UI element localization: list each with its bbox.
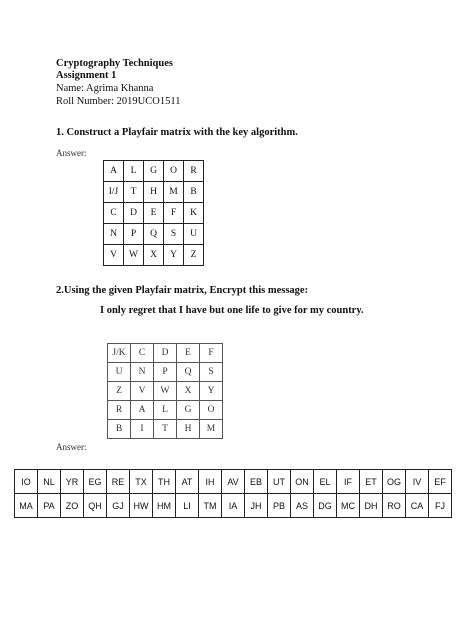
table-row [104,245,204,266]
table-row [108,401,223,420]
question-1: 1. Construct a Playfair matrix with the key algorithm. [56,127,298,138]
matrix-cell: W [154,382,177,401]
table-row [108,382,223,401]
matrix-cell: F [200,344,223,363]
matrix-cell: N [104,224,124,245]
matrix-cell: E [144,203,164,224]
table-row [108,363,223,382]
matrix-cell: K [184,203,204,224]
table-row [15,494,452,518]
matrix-cell: B [184,182,204,203]
ciphertext-cell: LI [176,494,199,518]
ciphertext-cell: HW [130,494,153,518]
matrix-cell: Z [108,382,131,401]
matrix-cell: R [108,401,131,420]
matrix-cell: O [164,161,184,182]
matrix-cell: R [184,161,204,182]
matrix-cell: X [177,382,200,401]
ciphertext-cell: CA [406,494,429,518]
matrix-cell: C [104,203,124,224]
answer-label-1: Answer: [56,148,87,158]
table-row [108,344,223,363]
ciphertext-cell: IO [15,470,38,494]
ciphertext-cell: DH [360,494,383,518]
ciphertext-cell: ET [360,470,383,494]
ciphertext-cell: EF [429,470,452,494]
ciphertext-cell: OG [383,470,406,494]
roll-number: Roll Number: 2019UCO1511 [56,96,181,107]
answer-label-2: Answer: [56,442,87,452]
matrix-cell: I/J [104,182,124,203]
ciphertext-table [14,469,452,518]
matrix-cell: T [154,420,177,439]
matrix-cell: L [154,401,177,420]
ciphertext-cell: JH [245,494,268,518]
matrix-cell: V [131,382,154,401]
ciphertext-cell: YR [61,470,84,494]
matrix-cell: U [184,224,204,245]
matrix-cell: Y [164,245,184,266]
ciphertext-cell: EL [314,470,337,494]
matrix-cell: U [108,363,131,382]
course-title: Cryptography Techniques [56,58,173,69]
matrix-cell: Y [200,382,223,401]
student-name: Name: Agrima Khanna [56,83,154,94]
matrix-cell: S [164,224,184,245]
ciphertext-cell: AV [222,470,245,494]
ciphertext-cell: DG [314,494,337,518]
playfair-matrix-algorithm [103,160,204,266]
ciphertext-cell: NL [38,470,61,494]
ciphertext-cell: IV [406,470,429,494]
matrix-cell: A [131,401,154,420]
matrix-cell: M [164,182,184,203]
matrix-cell: Q [144,224,164,245]
matrix-cell: P [124,224,144,245]
ciphertext-cell: MC [337,494,360,518]
ciphertext-cell: MA [15,494,38,518]
ciphertext-cell: AS [291,494,314,518]
table-row [104,182,204,203]
matrix-cell: N [131,363,154,382]
matrix-cell: G [144,161,164,182]
matrix-cell: D [154,344,177,363]
matrix-cell: E [177,344,200,363]
assignment-title: Assignment 1 [56,70,117,81]
ciphertext-cell: IH [199,470,222,494]
matrix-cell: F [164,203,184,224]
ciphertext-cell: AT [176,470,199,494]
matrix-cell: L [124,161,144,182]
table-row [104,224,204,245]
ciphertext-cell: ZO [61,494,84,518]
matrix-cell: B [108,420,131,439]
matrix-cell: O [200,401,223,420]
ciphertext-cell: TM [199,494,222,518]
plaintext-message: I only regret that I have but one life to give for my country. [100,305,364,316]
playfair-matrix-given [107,343,223,439]
ciphertext-cell: EG [84,470,107,494]
ciphertext-cell: GJ [107,494,130,518]
matrix-cell: G [177,401,200,420]
matrix-cell: J/K [108,344,131,363]
ciphertext-cell: PA [38,494,61,518]
ciphertext-cell: PB [268,494,291,518]
ciphertext-cell: UT [268,470,291,494]
matrix-cell: H [177,420,200,439]
matrix-cell: A [104,161,124,182]
matrix-cell: S [200,363,223,382]
ciphertext-cell: IF [337,470,360,494]
matrix-cell: W [124,245,144,266]
matrix-cell: T [124,182,144,203]
ciphertext-cell: FJ [429,494,452,518]
matrix-cell: M [200,420,223,439]
ciphertext-cell: ON [291,470,314,494]
matrix-cell: H [144,182,164,203]
ciphertext-cell: TX [130,470,153,494]
ciphertext-cell: HM [153,494,176,518]
ciphertext-cell: RO [383,494,406,518]
matrix-cell: I [131,420,154,439]
table-row [15,470,452,494]
matrix-cell: D [124,203,144,224]
ciphertext-cell: TH [153,470,176,494]
ciphertext-cell: EB [245,470,268,494]
matrix-cell: X [144,245,164,266]
matrix-cell: C [131,344,154,363]
matrix-cell: Z [184,245,204,266]
matrix-cell: P [154,363,177,382]
ciphertext-cell: IA [222,494,245,518]
matrix-cell: V [104,245,124,266]
table-row [104,203,204,224]
question-2: 2.Using the given Playfair matrix, Encrypt this message: [56,285,309,296]
ciphertext-cell: QH [84,494,107,518]
table-row [108,420,223,439]
table-row [104,161,204,182]
ciphertext-cell: RE [107,470,130,494]
matrix-cell: Q [177,363,200,382]
